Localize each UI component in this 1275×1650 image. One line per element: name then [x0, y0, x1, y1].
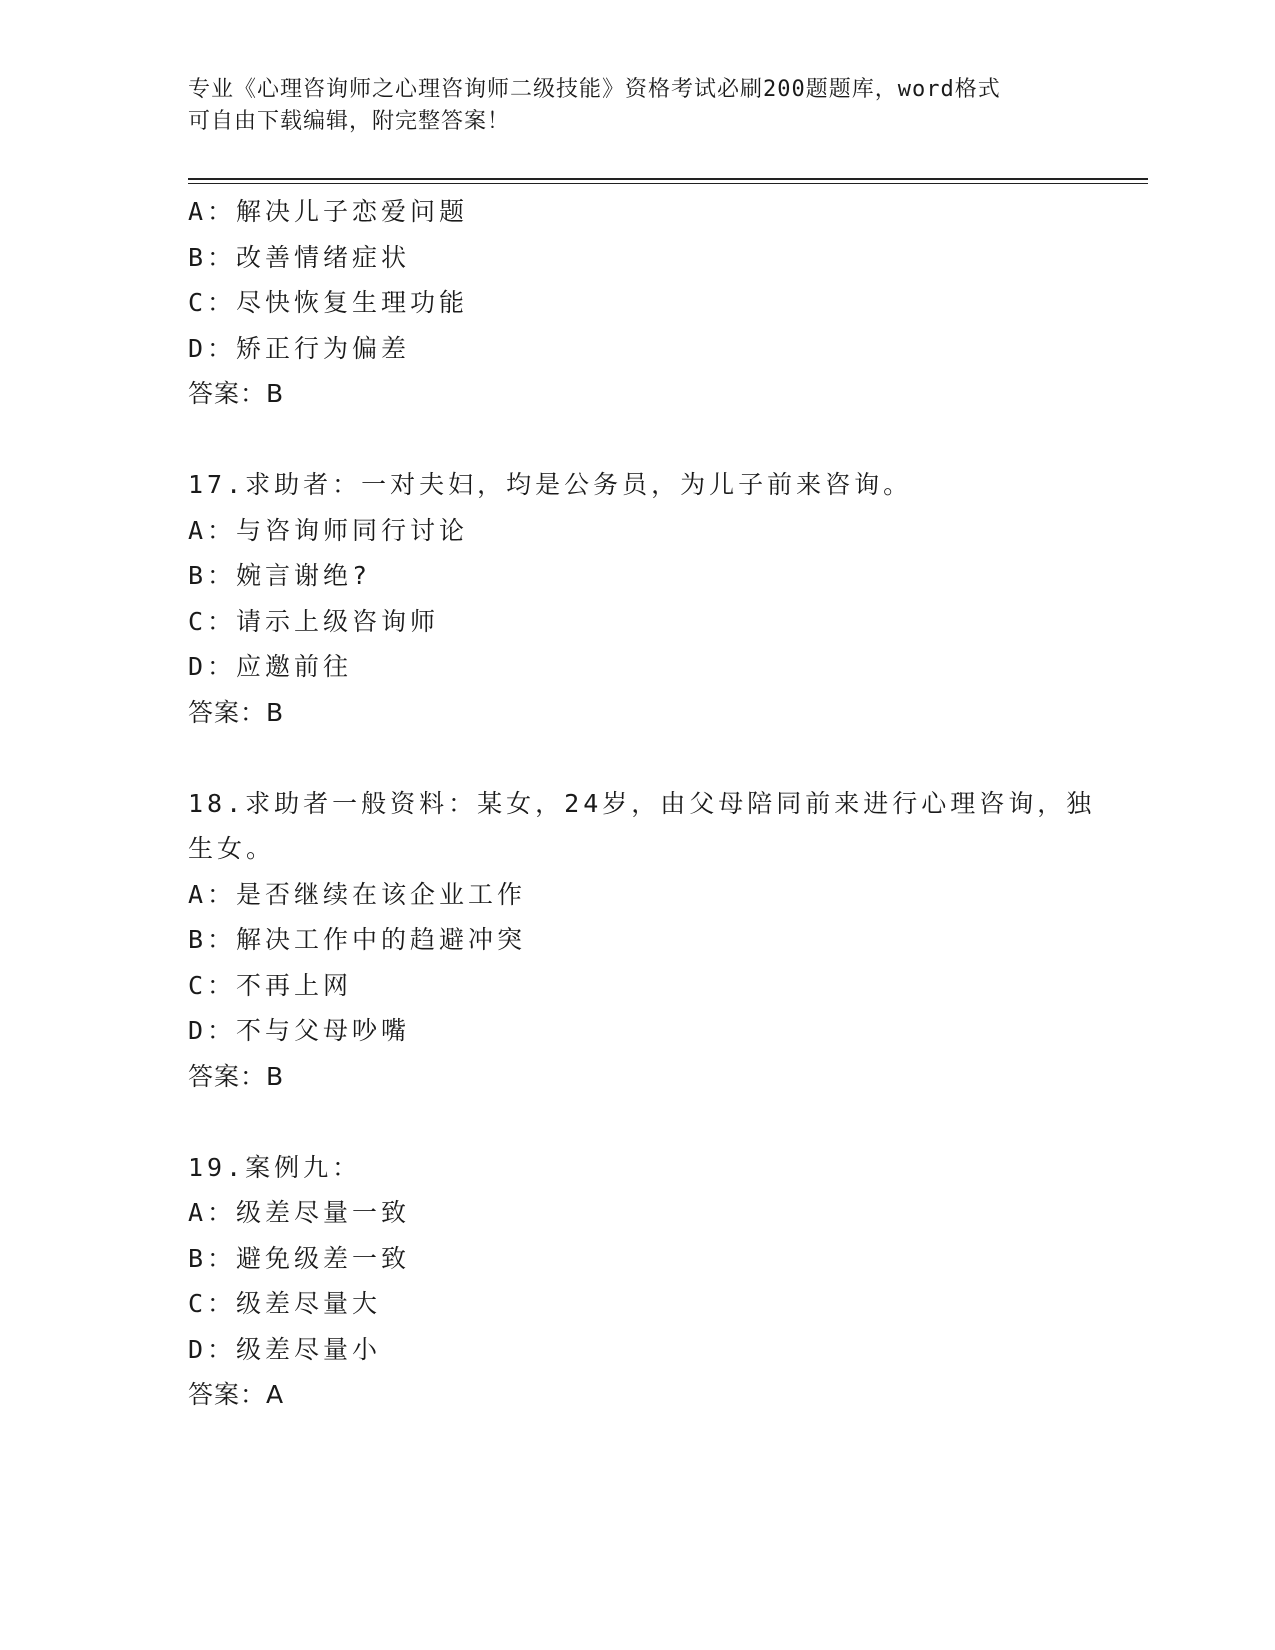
answer: 答案：B	[188, 1061, 285, 1091]
option-b: B：婉言谢绝?	[188, 561, 372, 590]
question-stem-line-1: 18.求助者一般资料：某女，24岁，由父母陪同前来进行心理咨询，独	[188, 788, 1096, 818]
header-line-1: 专业《心理咨询师之心理咨询师二级技能》资格考试必刷200题题库，word格式	[188, 77, 1001, 102]
option-c: C：级差尽量大	[188, 1289, 382, 1318]
question-stem: 17.求助者：一对夫妇，均是公务员，为儿子前来咨询。	[188, 470, 913, 499]
option-c: C：不再上网	[188, 970, 353, 1000]
option-d: D：级差尽量小	[188, 1334, 382, 1364]
answer: 答案：B	[188, 697, 285, 727]
option-a: A：解决儿子恋爱问题	[188, 197, 469, 226]
option-b: B：解决工作中的趋避冲突	[188, 925, 527, 954]
option-a: A：与咨询师同行讨论	[188, 515, 469, 545]
option-d: D：矫正行为偏差	[188, 333, 411, 363]
question-17	[188, 462, 1148, 735]
option-a: A：是否继续在该企业工作	[188, 879, 527, 909]
question-stem: 19.案例九：	[188, 1152, 362, 1182]
option-c: C：请示上级咨询师	[188, 606, 440, 636]
option-a: A：级差尽量一致	[188, 1198, 411, 1227]
question-19	[188, 1145, 1148, 1418]
option-b: B：改善情绪症状	[188, 242, 411, 272]
question-list	[188, 189, 1148, 1418]
option-b: B：避免级差一致	[188, 1243, 411, 1273]
answer: 答案：B	[188, 379, 285, 408]
header-divider-thin	[188, 183, 1148, 184]
header-line-2: 可自由下载编辑，附完整答案！	[188, 109, 511, 134]
question-18	[188, 781, 1148, 1100]
option-c: C：尽快恢复生理功能	[188, 288, 469, 317]
option-d: D：不与父母吵嘴	[188, 1016, 411, 1045]
question-16	[188, 189, 1148, 417]
answer: 答案：A	[188, 1380, 285, 1409]
document-header	[188, 74, 1068, 138]
question-spacer	[188, 1099, 1148, 1145]
question-stem-line-2: 生女。	[188, 834, 276, 863]
header-divider-thick	[188, 178, 1148, 180]
question-spacer	[188, 735, 1148, 781]
option-d: D：应邀前往	[188, 652, 353, 681]
question-spacer	[188, 417, 1148, 463]
